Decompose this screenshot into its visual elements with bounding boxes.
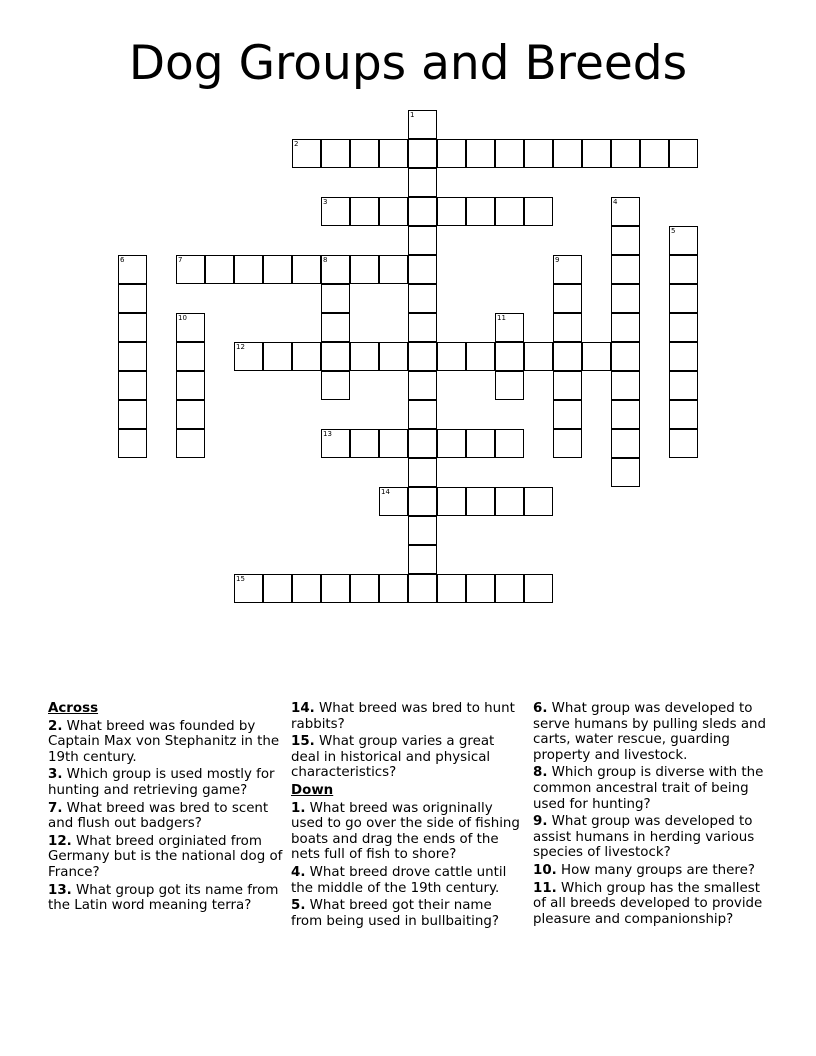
grid-cell[interactable] (408, 226, 437, 255)
clue-across-12: 12. What breed orginiated from Germany but is the national dog of France? (48, 833, 283, 880)
grid-cell[interactable] (292, 255, 321, 284)
grid-cell[interactable] (408, 545, 437, 574)
grid-cell[interactable] (611, 400, 640, 429)
clue-number: 10 (178, 314, 187, 322)
grid-cell[interactable] (669, 429, 698, 458)
grid-cell[interactable] (582, 342, 611, 371)
grid-cell[interactable] (350, 429, 379, 458)
clue-number: 1 (410, 111, 415, 119)
grid-cell[interactable] (408, 371, 437, 400)
clue-across-2: 2. What breed was founded by Captain Max von Stephanitz in the 19th century. (48, 718, 280, 765)
grid-cell[interactable] (350, 574, 379, 603)
grid-cell[interactable] (321, 255, 350, 284)
clue-number: 9 (555, 256, 560, 264)
clue-column-2 (291, 701, 523, 931)
grid-cell[interactable] (321, 342, 350, 371)
grid-cell[interactable] (176, 400, 205, 429)
grid-cell[interactable] (437, 139, 466, 168)
grid-cell[interactable] (611, 284, 640, 313)
clue-across-13: 13. What group got its name from the Latin word meaning terra? (48, 882, 279, 914)
grid-cell[interactable] (379, 574, 408, 603)
grid-cell[interactable] (176, 342, 205, 371)
grid-cell[interactable] (321, 284, 350, 313)
grid-cell[interactable] (408, 516, 437, 545)
grid-cell[interactable] (118, 255, 147, 284)
grid-cell[interactable] (263, 342, 292, 371)
grid-cell[interactable] (669, 284, 698, 313)
grid-cell[interactable] (669, 371, 698, 400)
grid-cell[interactable] (669, 139, 698, 168)
clue-down-5: 5. What breed got their name from being used in bullbaiting? (291, 898, 499, 929)
grid-cell[interactable] (669, 255, 698, 284)
grid-cell[interactable] (553, 400, 582, 429)
grid-cell[interactable] (495, 139, 524, 168)
grid-cell[interactable] (321, 574, 350, 603)
grid-cell[interactable] (553, 371, 582, 400)
grid-cell[interactable] (611, 458, 640, 487)
grid-cell[interactable] (437, 429, 466, 458)
grid-cell[interactable] (379, 255, 408, 284)
grid-cell[interactable] (379, 139, 408, 168)
grid-cell[interactable] (495, 342, 524, 371)
grid-cell[interactable] (350, 255, 379, 284)
clue-number: 15 (236, 575, 245, 583)
grid-cell[interactable] (524, 574, 553, 603)
grid-cell[interactable] (408, 429, 437, 458)
grid-cell[interactable] (611, 197, 640, 226)
grid-cell[interactable] (466, 574, 495, 603)
grid-cell[interactable] (582, 139, 611, 168)
clue-down-10: 10. How many groups are there? (533, 862, 755, 878)
grid-cell[interactable] (437, 574, 466, 603)
grid-cell[interactable] (408, 487, 437, 516)
clue-number: 3 (323, 198, 328, 206)
grid-cell[interactable] (234, 342, 263, 371)
grid-cell[interactable] (553, 429, 582, 458)
grid-cell[interactable] (495, 371, 524, 400)
grid-cell[interactable] (176, 313, 205, 342)
clue-across-3: 3. Which group is used mostly for hunting and retrieving game? (48, 767, 275, 798)
clue-across-15: 15. What group varies a great deal in historical and physical characteristics? (291, 734, 495, 781)
grid-cell[interactable] (408, 197, 437, 226)
grid-cell[interactable] (408, 284, 437, 313)
across-heading: Across (48, 701, 99, 716)
grid-cell[interactable] (176, 371, 205, 400)
clue-number: 12 (236, 343, 245, 351)
grid-cell[interactable] (495, 197, 524, 226)
grid-cell[interactable] (408, 168, 437, 197)
clue-number: 14 (381, 488, 390, 496)
grid-cell[interactable] (234, 255, 263, 284)
grid-cell[interactable] (553, 342, 582, 371)
clue-down-1: 1. What breed was origninally used to go over the side of fishing boats and drag the ends of the nets full of fish to shore? (291, 800, 520, 863)
grid-cell[interactable] (669, 313, 698, 342)
grid-cell[interactable] (263, 255, 292, 284)
grid-cell[interactable] (408, 313, 437, 342)
grid-cell[interactable] (611, 226, 640, 255)
clue-down-11: 11. Which group has the smallest of all breeds developed to provide pleasure and companionship? (533, 880, 763, 927)
grid-cell[interactable] (118, 371, 147, 400)
grid-cell[interactable] (379, 342, 408, 371)
clue-down-4: 4. What breed drove cattle until the middle of the 19th century. (291, 864, 507, 896)
grid-cell[interactable] (611, 255, 640, 284)
grid-cell[interactable] (466, 342, 495, 371)
grid-cell[interactable] (437, 487, 466, 516)
clue-number: 4 (613, 198, 618, 206)
grid-cell[interactable] (350, 139, 379, 168)
grid-cell[interactable] (379, 197, 408, 226)
grid-cell[interactable] (524, 342, 553, 371)
grid-cell[interactable] (611, 342, 640, 371)
grid-cell[interactable] (466, 487, 495, 516)
grid-cell[interactable] (408, 110, 437, 139)
grid-cell[interactable] (437, 197, 466, 226)
grid-cell[interactable] (263, 574, 292, 603)
grid-cell[interactable] (611, 139, 640, 168)
clue-down-6: 6. What group was developed to serve humans by pulling sleds and carts, water rescue, guarding property and livestock. (533, 701, 767, 763)
clue-number: 11 (497, 314, 506, 322)
grid-cell[interactable] (321, 139, 350, 168)
clue-number: 7 (178, 256, 183, 264)
grid-cell[interactable] (118, 284, 147, 313)
clue-column-1 (48, 701, 286, 916)
grid-cell[interactable] (321, 429, 350, 458)
grid-cell[interactable] (321, 371, 350, 400)
grid-cell[interactable] (524, 197, 553, 226)
clue-column-3 (533, 701, 773, 929)
grid-cell[interactable] (611, 429, 640, 458)
grid-cell[interactable] (408, 139, 437, 168)
grid-cell[interactable] (553, 255, 582, 284)
clue-number: 8 (323, 256, 328, 264)
grid-cell[interactable] (495, 487, 524, 516)
grid-cell[interactable] (669, 226, 698, 255)
clue-down-9: 9. What group was developed to assist humans in herding various species of livestock? (533, 814, 755, 861)
grid-cell[interactable] (524, 487, 553, 516)
grid-cell[interactable] (408, 400, 437, 429)
grid-cell[interactable] (118, 342, 147, 371)
grid-cell[interactable] (466, 429, 495, 458)
grid-cell[interactable] (408, 574, 437, 603)
grid-cell[interactable] (118, 313, 147, 342)
page-title: Dog Groups and Breeds (128, 36, 688, 91)
grid-cell[interactable] (321, 313, 350, 342)
clue-number: 2 (294, 140, 299, 148)
grid-cell[interactable] (553, 284, 582, 313)
clue-number: 6 (120, 256, 125, 264)
grid-cell[interactable] (234, 574, 263, 603)
grid-cell[interactable] (553, 313, 582, 342)
grid-cell[interactable] (350, 197, 379, 226)
grid-cell[interactable] (437, 342, 466, 371)
grid-cell[interactable] (408, 342, 437, 371)
clue-down-8: 8. Which group is diverse with the common ancestral trait of being used for hunting? (533, 765, 764, 812)
grid-cell[interactable] (466, 197, 495, 226)
grid-cell[interactable] (379, 429, 408, 458)
grid-cell[interactable] (640, 139, 669, 168)
grid-cell[interactable] (118, 400, 147, 429)
grid-cell[interactable] (495, 429, 524, 458)
grid-cell[interactable] (495, 574, 524, 603)
grid-cell[interactable] (669, 400, 698, 429)
grid-cell[interactable] (292, 342, 321, 371)
grid-cell[interactable] (495, 313, 524, 342)
grid-cell[interactable] (611, 313, 640, 342)
clue-number: 13 (323, 430, 332, 438)
down-heading: Down (291, 782, 334, 798)
grid-cell[interactable] (553, 139, 582, 168)
grid-cell[interactable] (292, 139, 321, 168)
grid-cell[interactable] (466, 139, 495, 168)
grid-cell[interactable] (321, 197, 350, 226)
grid-cell[interactable] (408, 458, 437, 487)
grid-cell[interactable] (524, 139, 553, 168)
clue-number: 5 (671, 227, 676, 235)
clue-across-7: 7. What breed was bred to scent and flush out badgers? (48, 800, 269, 832)
grid-cell[interactable] (379, 487, 408, 516)
clue-across-14: 14. What breed was bred to hunt rabbits? (291, 701, 515, 732)
grid-cell[interactable] (118, 429, 147, 458)
grid-cell[interactable] (408, 255, 437, 284)
grid-cell[interactable] (350, 342, 379, 371)
grid-cell[interactable] (292, 574, 321, 603)
grid-cell[interactable] (669, 342, 698, 371)
grid-cell[interactable] (176, 255, 205, 284)
grid-cell[interactable] (205, 255, 234, 284)
grid-cell[interactable] (176, 429, 205, 458)
grid-cell[interactable] (611, 371, 640, 400)
